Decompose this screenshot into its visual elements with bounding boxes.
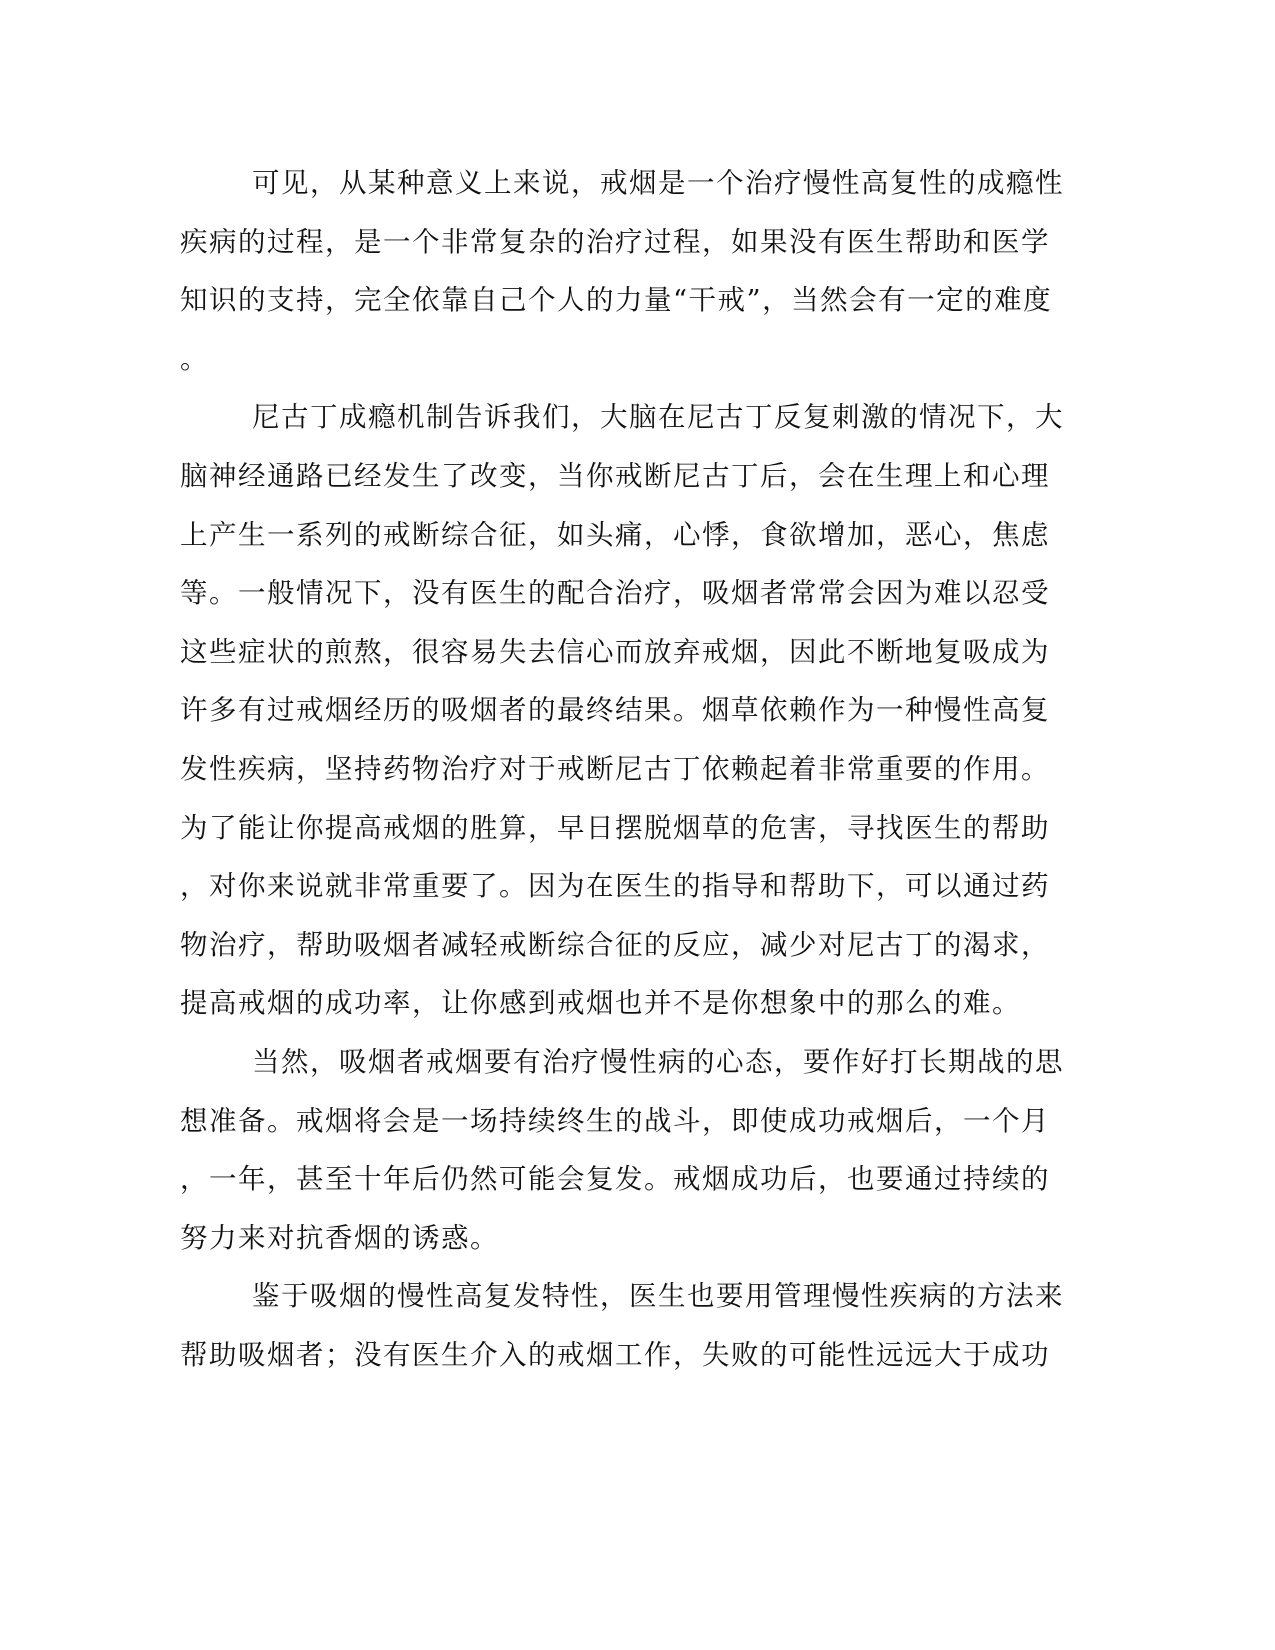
- text-line: 发性疾病，坚持药物治疗对于戒断尼古丁依赖起着非常重要的作用。: [180, 752, 1050, 785]
- text-line: ，对你来说就非常重要了。因为在医生的指导和帮助下，可以通过药: [180, 870, 1050, 903]
- text-line: 提高戒烟的成功率，让你感到戒烟也并不是你想象中的那么的难。: [180, 987, 1021, 1020]
- text-line: 许多有过戒烟经历的吸烟者的最终结果。烟草依赖作为一种慢性高复: [180, 694, 1050, 727]
- text-line: 这些症状的煎熬，很容易失去信心而放弃戒烟，因此不断地复吸成为: [180, 635, 1050, 668]
- text-line: 。: [180, 342, 209, 375]
- text-line: 当然，吸烟者戒烟要有治疗慢性病的心态，要作好打长期战的思: [252, 1045, 1064, 1078]
- text-line: 帮助吸烟者；没有医生介入的戒烟工作，失败的可能性远远大于成功: [180, 1338, 1050, 1371]
- text-line: ，一年，甚至十年后仍然可能会复发。戒烟成功后，也要通过持续的: [180, 1163, 1050, 1196]
- text-line: 鉴于吸烟的慢性高复发特性，医生也要用管理慢性疾病的方法来: [252, 1280, 1064, 1313]
- text-line: 可见，从某种意义上来说，戒烟是一个治疗慢性高复性的成瘾性: [252, 167, 1064, 199]
- text-line: 上产生一系列的戒断综合征，如头痛，心悸，食欲增加，恶心，焦虑: [180, 518, 1050, 551]
- text-line: 脑神经通路已经发生了改变，当你戒断尼古丁后，会在生理上和心理: [180, 459, 1050, 492]
- text-line: 物治疗，帮助吸烟者减轻戒断综合征的反应，减少对尼古丁的渴求，: [180, 928, 1050, 961]
- text-line: 等。一般情况下，没有医生的配合治疗，吸烟者常常会因为难以忍受: [180, 577, 1050, 610]
- text-line: 尼古丁成瘾机制告诉我们，大脑在尼古丁反复刺激的情况下，大: [252, 401, 1064, 434]
- text-line: 知识的支持，完全依靠自己个人的力量“干戒”，当然会有一定的难度: [180, 284, 1053, 317]
- body-text: [180, 160, 1064, 1390]
- text-line: 努力来对抗香烟的诱惑。: [180, 1221, 499, 1254]
- text-line: 想准备。戒烟将会是一场持续终生的战斗，即使成功戒烟后，一个月: [180, 1104, 1050, 1137]
- text-line: 为了能让你提高戒烟的胜算，早日摆脱烟草的危害，寻找医生的帮助: [180, 811, 1050, 844]
- text-line: 疾病的过程，是一个非常复杂的治疗过程，如果没有医生帮助和医学: [180, 225, 1050, 258]
